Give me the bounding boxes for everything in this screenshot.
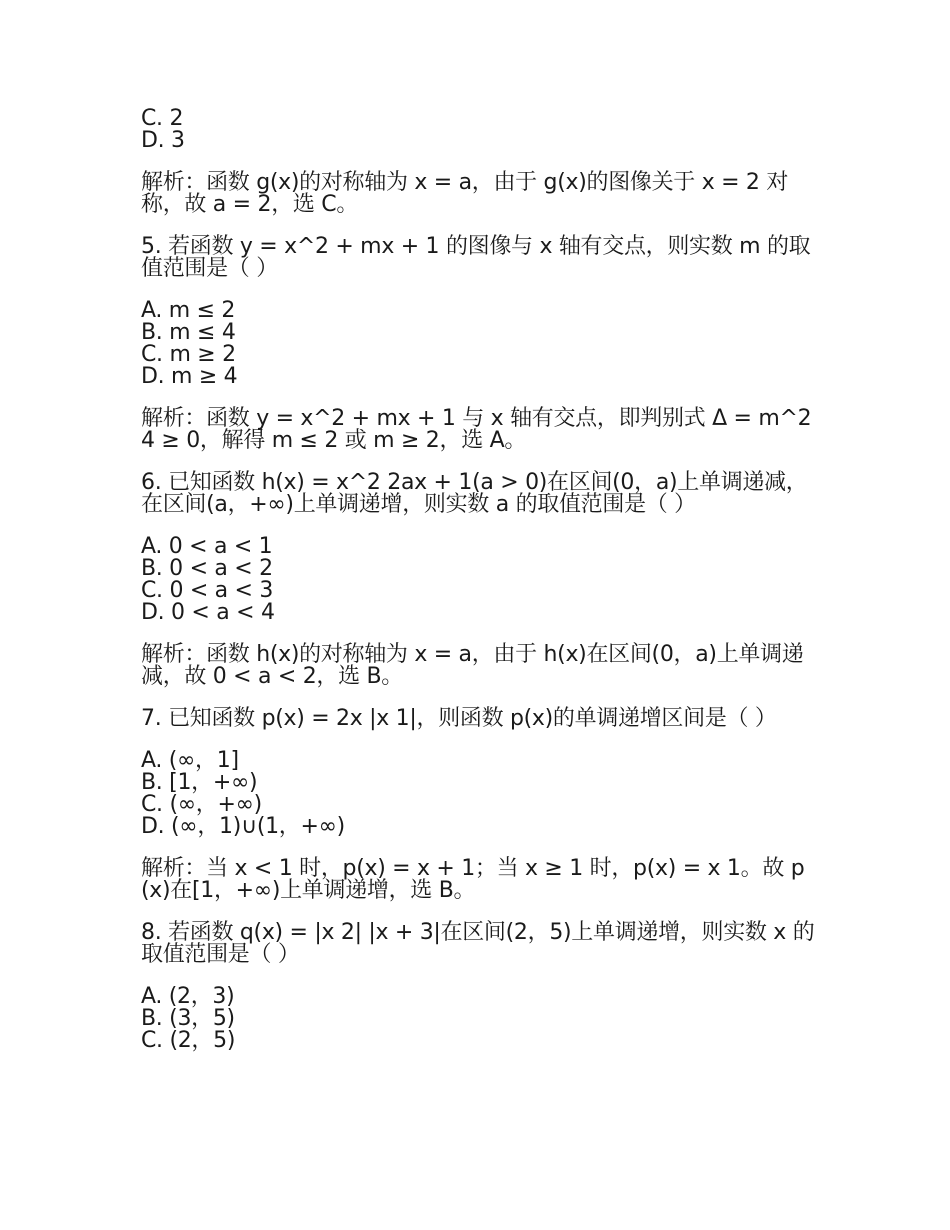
options-q6 <box>141 536 821 624</box>
analysis-q4 <box>141 172 821 216</box>
options-q4 <box>141 108 821 152</box>
document-page <box>141 108 821 1072</box>
option-b: B. m ≤ 4 <box>141 320 236 345</box>
option-d: D. 0 < a < 4 <box>141 600 275 625</box>
question-text: 6. 已知函数 h(x) = x^2 2ax + 1(a > 0)在区间(0，a)上单调递减，在区间(a，+∞)上单调递增，则实数 a 的取值范围是（ ） <box>141 470 808 517</box>
analysis-text: 解析：函数 y = x^2 + mx + 1 与 x 轴有交点，即判别式 Δ = m^2 4 ≥ 0，解得 m ≤ 2 或 m ≥ 2，选 A。 <box>141 406 812 453</box>
analysis-text: 解析：函数 g(x)的对称轴为 x = a，由于 g(x)的图像关于 x = 2 对称，故 a = 2，选 C。 <box>141 170 789 217</box>
option-c: C. 0 < a < 3 <box>141 578 274 603</box>
options-q7 <box>141 750 821 838</box>
option-a: A. m ≤ 2 <box>141 298 236 323</box>
analysis-q5 <box>141 408 821 452</box>
option-b: B. [1，+∞) <box>141 770 258 795</box>
question-text: 7. 已知函数 p(x) = 2x |x 1|，则函数 p(x)的单调递增区间是（ ） <box>141 706 777 731</box>
analysis-q7 <box>141 858 821 902</box>
question-text: 8. 若函数 q(x) = |x 2| |x + 3|在区间(2，5)上单调递增，则实数 x 的取值范围是（ ） <box>141 920 815 967</box>
question-8 <box>141 922 821 966</box>
option-a: A. (∞，1] <box>141 748 239 773</box>
question-7 <box>141 708 821 730</box>
option-b: B. (3，5) <box>141 1006 235 1031</box>
option-d: D. m ≥ 4 <box>141 364 238 389</box>
options-q5 <box>141 300 821 388</box>
question-text: 5. 若函数 y = x^2 + mx + 1 的图像与 x 轴有交点，则实数 m 的取值范围是（ ） <box>141 234 811 281</box>
options-q8 <box>141 986 821 1052</box>
question-6 <box>141 472 821 516</box>
option-c: C. (2，5) <box>141 1028 236 1053</box>
analysis-text: 解析：当 x < 1 时，p(x) = x + 1；当 x ≥ 1 时，p(x) = x 1。故 p(x)在[1，+∞)上单调递增，选 B。 <box>141 856 805 903</box>
option-a: A. 0 < a < 1 <box>141 534 273 559</box>
option-d: D. 3 <box>141 128 185 153</box>
option-a: A. (2，3) <box>141 984 235 1009</box>
analysis-q6 <box>141 644 821 688</box>
analysis-text: 解析：函数 h(x)的对称轴为 x = a，由于 h(x)在区间(0，a)上单调递减，故 0 < a < 2，选 B。 <box>141 642 804 689</box>
option-b: B. 0 < a < 2 <box>141 556 273 581</box>
option-d: D. (∞，1)∪(1，+∞) <box>141 814 345 839</box>
option-c: C. (∞，+∞) <box>141 792 262 817</box>
question-5 <box>141 236 821 280</box>
option-c: C. m ≥ 2 <box>141 342 236 367</box>
option-c: C. 2 <box>141 106 184 131</box>
